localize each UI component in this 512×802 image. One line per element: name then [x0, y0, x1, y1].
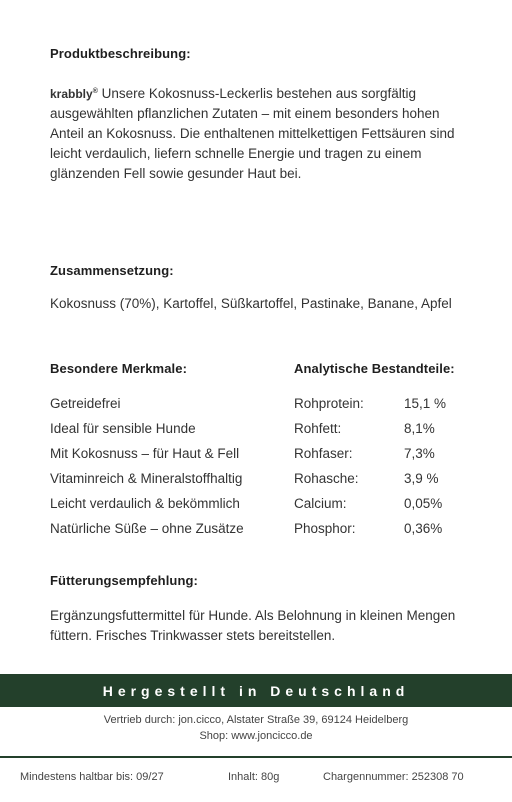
- made-in-germany-banner: Hergestellt in Deutschland: [0, 674, 512, 707]
- feature-item: Leicht verdaulich & bekömmlich: [50, 496, 240, 511]
- feature-item: Mit Kokosnuss – für Haut & Fell: [50, 446, 240, 461]
- analysis-value: 0,05%: [404, 496, 443, 511]
- analysis-name: Rohprotein:: [294, 396, 364, 411]
- footer-divider: [0, 756, 512, 758]
- analysis-row: [294, 519, 464, 544]
- analysis-row: [294, 444, 464, 469]
- analysis-row: [294, 394, 464, 419]
- features-list: [50, 394, 244, 544]
- analysis-value: 3,9 %: [404, 471, 439, 486]
- composition-text: Kokosnuss (70%), Kartoffel, Süßkartoffel, Pastinake, Banane, Apfel: [50, 296, 452, 311]
- brand-name: krabbly: [50, 87, 93, 101]
- feeding-text: Ergänzungsfuttermittel für Hunde. Als Belohnung in kleinen Mengen füttern. Frisches Trinkwasser stets bereitstellen.: [50, 608, 456, 643]
- analysis-heading: Analytische Bestandteile:: [294, 361, 455, 376]
- brand-logo-text: [50, 87, 98, 101]
- net-content: Inhalt: 80g: [228, 771, 280, 783]
- feeding-heading: Fütterungsempfehlung:: [50, 573, 198, 588]
- feature-item: Ideal für sensible Hunde: [50, 421, 196, 436]
- analysis-row: [294, 419, 464, 444]
- analysis-name: Phosphor:: [294, 521, 356, 536]
- feature-item: Vitaminreich & Mineralstoffhaltig: [50, 471, 243, 486]
- distributor-address: Vertrieb durch: jon.cicco, Alstater Straße 39, 69124 Heidelberg: [103, 714, 409, 726]
- analysis-name: Calcium:: [294, 496, 347, 511]
- feature-item: Getreidefrei: [50, 396, 121, 411]
- composition-heading: Zusammensetzung:: [50, 263, 174, 278]
- analysis-list: [294, 394, 464, 544]
- features-heading: Besondere Merkmale:: [50, 361, 188, 376]
- analysis-row: [294, 469, 464, 494]
- distribution-info: [0, 712, 512, 744]
- analysis-value: 15,1 %: [404, 396, 447, 411]
- analysis-name: Rohasche:: [294, 471, 359, 486]
- description-heading: Produktbeschreibung:: [50, 46, 191, 61]
- feature-item: Natürliche Süße – ohne Zusätze: [50, 521, 244, 536]
- analysis-value: 7,3%: [404, 446, 435, 461]
- analysis-name: Rohfett:: [294, 421, 342, 436]
- analysis-name: Rohfaser:: [294, 446, 353, 461]
- batch-number: Chargennummer: 252308 70: [323, 771, 464, 783]
- brand-registered-mark: ®: [92, 88, 98, 95]
- footer-info: [0, 768, 512, 788]
- best-before-date: Mindestens haltbar bis: 09/27: [20, 771, 164, 783]
- description-text: Unsere Kokosnuss-Leckerlis bestehen aus sorgfältig ausgewählten pflanzlichen Zutaten – mit einem besonders hohen Anteil an Kokosnuss. Die enthaltenen mittelkettigen Fettsäuren sind leicht verdaulich, liefern schnelle Energie und tragen zu einem glänzenden Fell sowie gesunder Haut bei.: [50, 86, 455, 181]
- analysis-value: 0,36%: [404, 521, 443, 536]
- analysis-row: [294, 494, 464, 519]
- shop-url: Shop: www.joncicco.de: [199, 730, 313, 742]
- description-text-block: [50, 82, 470, 184]
- analysis-value: 8,1%: [404, 421, 435, 436]
